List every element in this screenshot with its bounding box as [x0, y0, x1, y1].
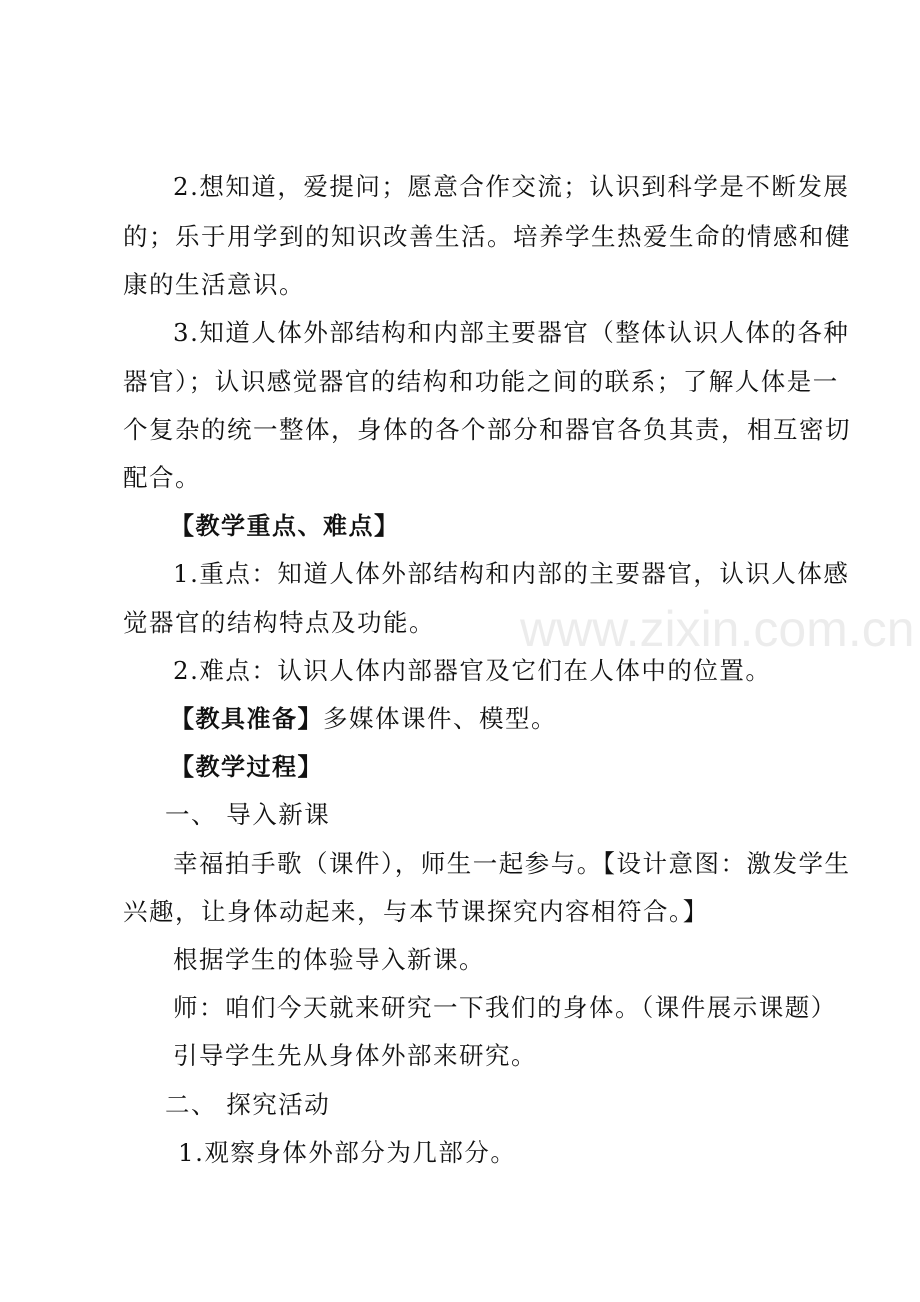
watermark: www.zixin.com.cn — [520, 601, 915, 657]
tools-line — [170, 704, 557, 734]
section-1-title: 一、 导入新课 — [165, 800, 331, 829]
key-points-heading: 【教学重点、难点】 — [170, 512, 400, 540]
step-1-line: 1.观察身体外部分为几部分。 — [178, 1138, 517, 1167]
goal-3-line-4: 配合。 — [123, 463, 201, 492]
tools-text: 多媒体课件、模型。 — [323, 704, 557, 733]
section-2-title: 二、 探究活动 — [165, 1090, 331, 1119]
key-point-2: 2.难点：认识人体内部器官及它们在人体中的位置。 — [173, 656, 772, 685]
intro-line-2: 兴趣，让身体动起来，与本节课探究内容相符合。】 — [123, 897, 709, 926]
tools-heading: 【教具准备】 — [170, 705, 323, 733]
goal-3-line-3: 个复杂的统一整体，身体的各个部分和器官各负其责，相互密切 — [123, 415, 851, 444]
goal-2-line-1: 2.想知道，爱提问；愿意合作交流；认识到科学是不断发展 — [173, 172, 850, 201]
key-point-1-line-1: 1.重点：知道人体外部结构和内部的主要器官，认识人体感 — [173, 559, 850, 588]
goal-3-line-2: 器官）；认识感觉器官的结构和功能之间的联系；了解人体是一 — [123, 367, 839, 396]
goal-2-line-2: 的；乐于用学到的知识改善生活。培养学生热爱生命的情感和健 — [123, 222, 851, 251]
lead-in-line: 根据学生的体验导入新课。 — [173, 945, 485, 974]
goal-2-line-3: 康的生活意识。 — [123, 270, 305, 299]
teacher-line: 师：咱们今天就来研究一下我们的身体。（课件展示课题） — [173, 993, 837, 1022]
goal-3-line-1: 3.知道人体外部结构和内部主要器官（整体认识人体的各种 — [173, 318, 850, 347]
key-point-1-line-2: 觉器官的结构特点及功能。 — [123, 608, 435, 637]
guide-line: 引导学生先从身体外部来研究。 — [173, 1041, 537, 1070]
intro-line-1: 幸福拍手歌（课件），师生一起参与。【设计意图：激发学生 — [173, 849, 851, 878]
process-heading: 【教学过程】 — [170, 753, 323, 781]
